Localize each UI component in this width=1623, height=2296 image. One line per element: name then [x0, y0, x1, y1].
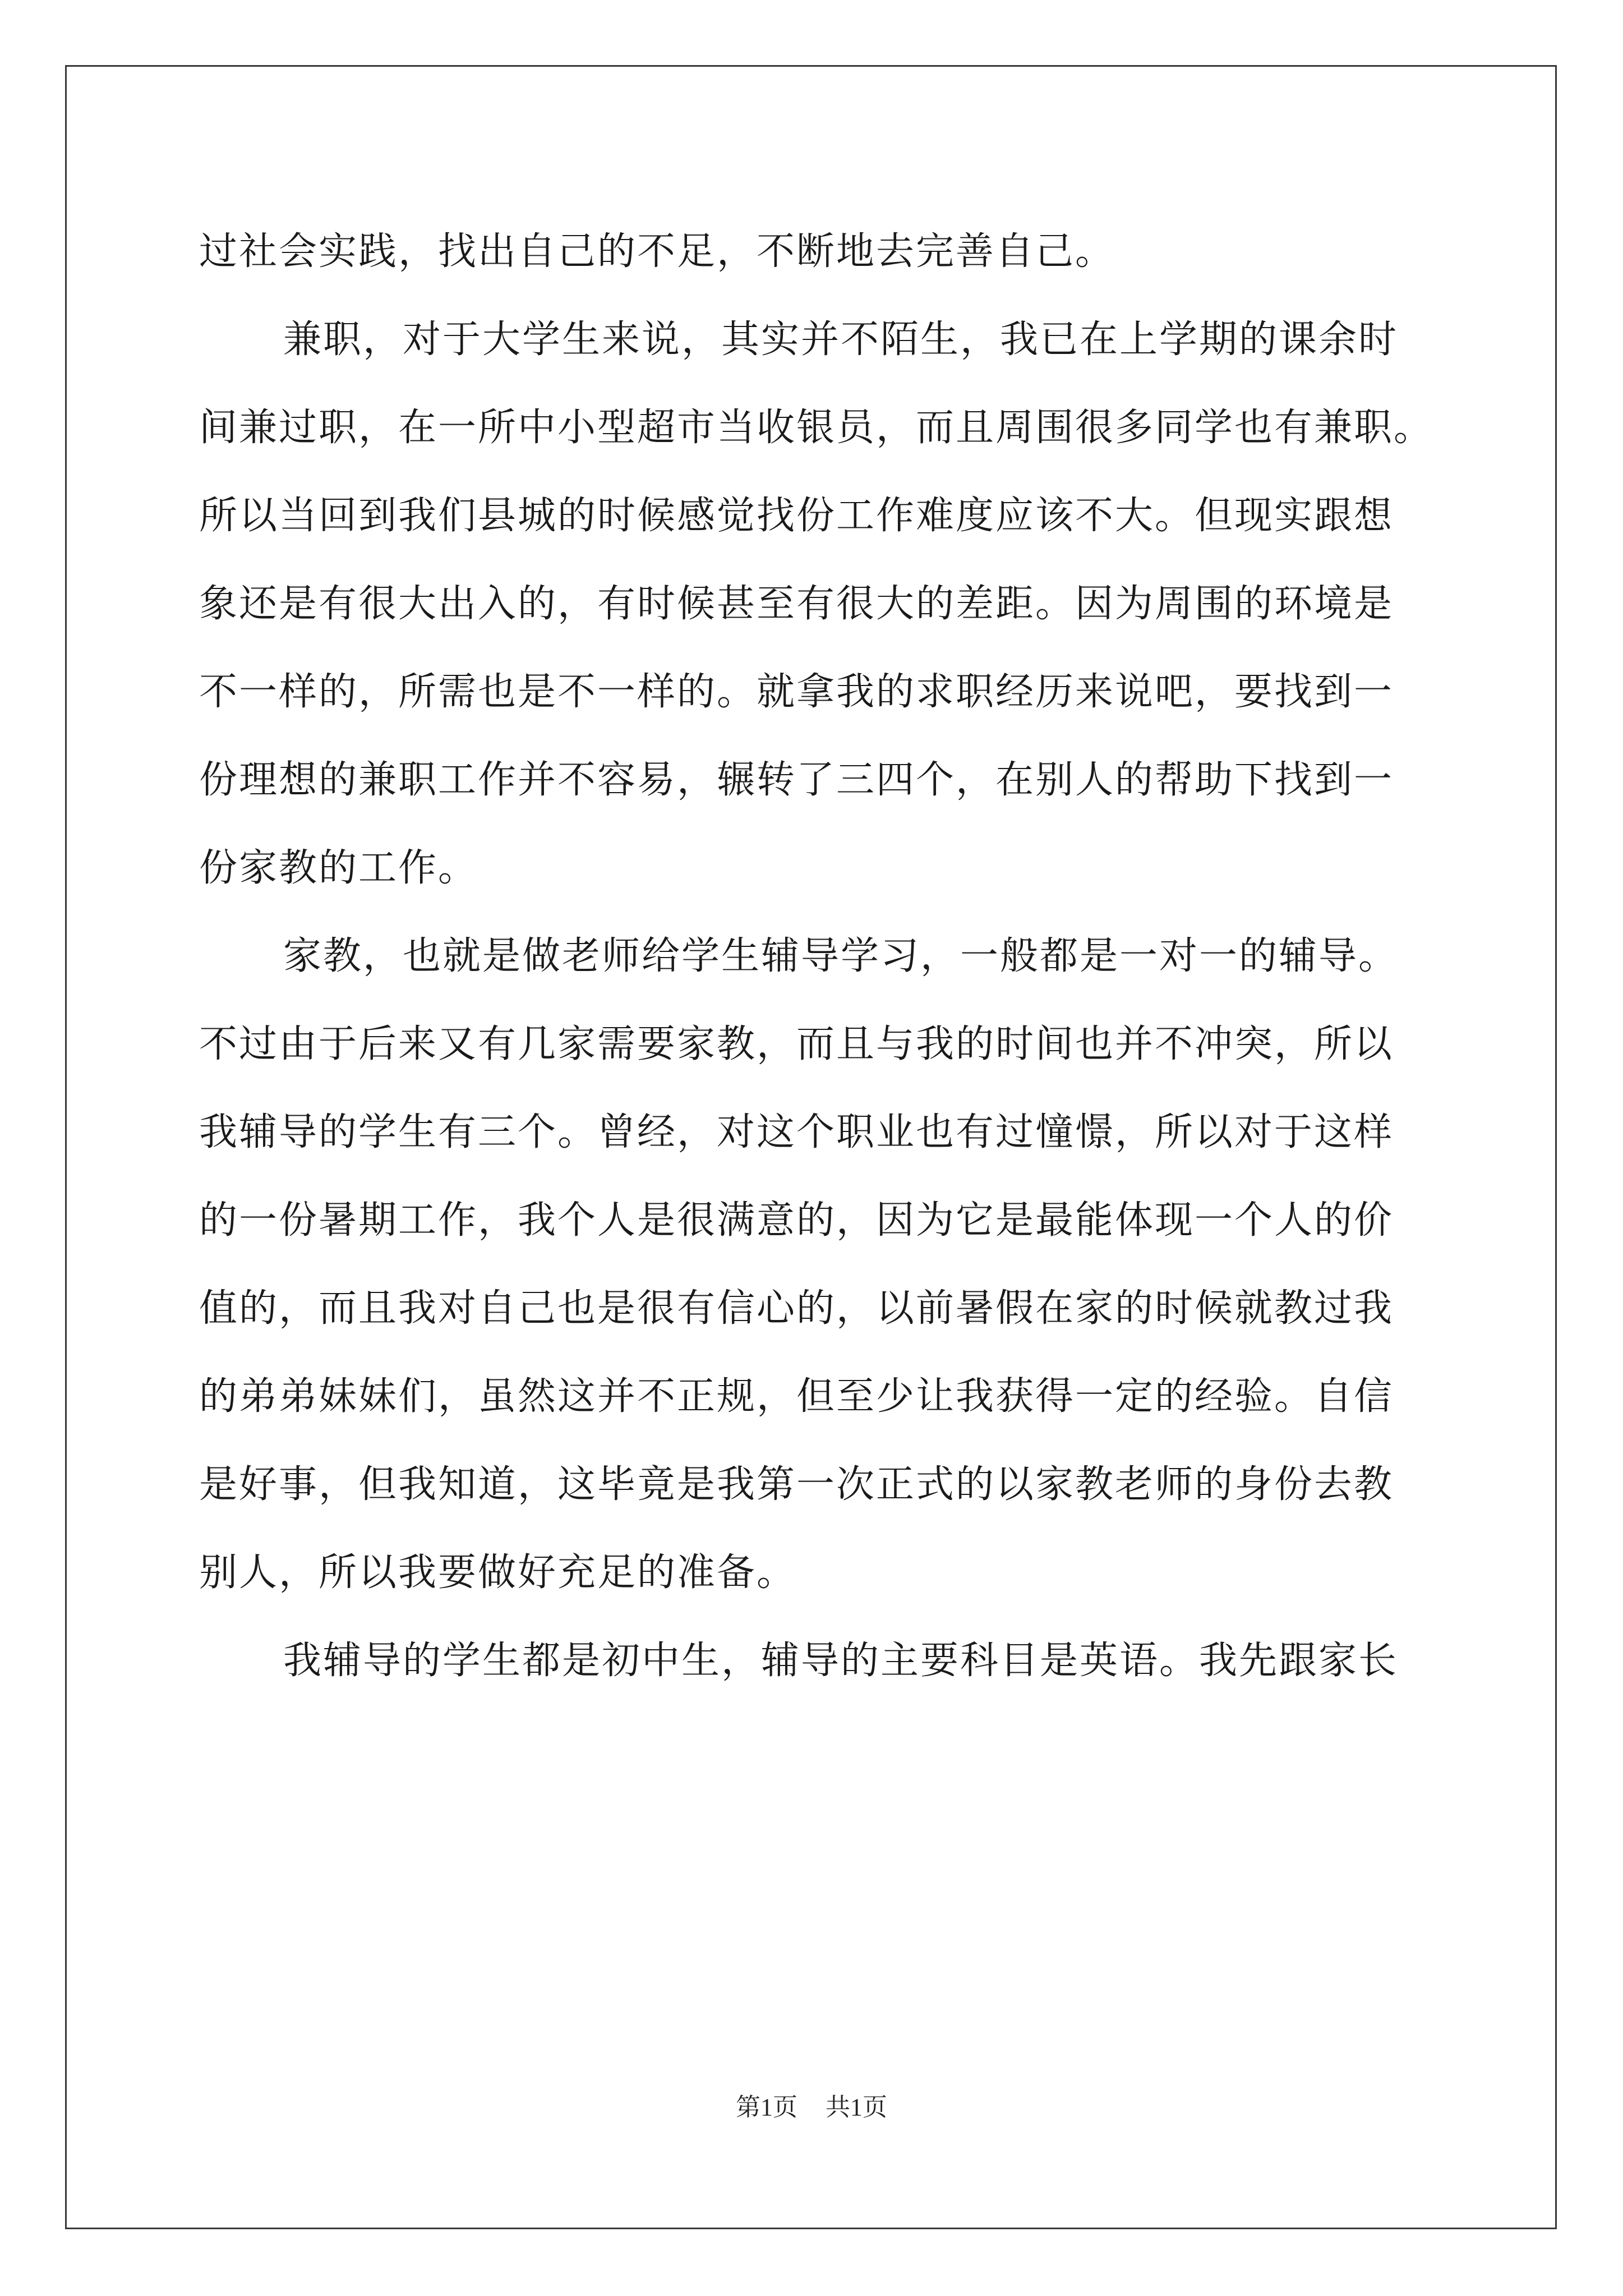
text-line: 象还是有很大出入的，有时候甚至有很大的差距。因为周围的环境是 — [199, 582, 1394, 626]
page-number-current: 第1页 — [736, 2093, 797, 2121]
document-body — [199, 208, 1433, 1705]
text-line: 份理想的兼职工作并不容易，辗转了三四个，在别人的帮助下找到一 — [199, 758, 1394, 802]
text-line: 别人，所以我要做好充足的准备。 — [199, 1550, 797, 1595]
text-line: 是好事，但我知道，这毕竟是我第一次正式的以家教老师的身份去教 — [199, 1462, 1394, 1507]
page-footer — [0, 2087, 1623, 2123]
text-line: 我辅导的学生都是初中生，辅导的主要科目是英语。我先跟家长 — [283, 1639, 1399, 1683]
text-line: 份家教的工作。 — [199, 846, 478, 890]
page-number-total: 共1页 — [826, 2093, 887, 2121]
text-line: 过社会实践，找出自己的不足，不断地去完善自己。 — [199, 229, 1115, 274]
text-line: 我辅导的学生有三个。曾经，对这个职业也有过憧憬，所以对于这样 — [199, 1110, 1394, 1154]
text-line: 不过由于后来又有几家需要家教，而且与我的时间也并不冲突，所以 — [199, 1022, 1394, 1066]
text-line: 不一样的，所需也是不一样的。就拿我的求职经历来说吧，要找到一 — [199, 670, 1394, 714]
text-line: 兼职，对于大学生来说，其实并不陌生，我已在上学期的课余时 — [283, 318, 1399, 362]
text-line: 家教，也就是做老师给学生辅导学习，一般都是一对一的辅导。 — [283, 934, 1399, 978]
text-line: 间兼过职，在一所中小型超市当收银员，而且周围很多同学也有兼职。 — [199, 406, 1434, 450]
text-line: 所以当回到我们县城的时候感觉找份工作难度应该不大。但现实跟想 — [199, 494, 1394, 538]
text-line: 的弟弟妹妹们，虽然这并不正规，但至少让我获得一定的经验。自信 — [199, 1374, 1394, 1419]
text-line: 值的，而且我对自己也是很有信心的，以前暑假在家的时候就教过我 — [199, 1286, 1394, 1331]
text-line: 的一份暑期工作，我个人是很满意的，因为它是最能体现一个人的价 — [199, 1198, 1394, 1243]
